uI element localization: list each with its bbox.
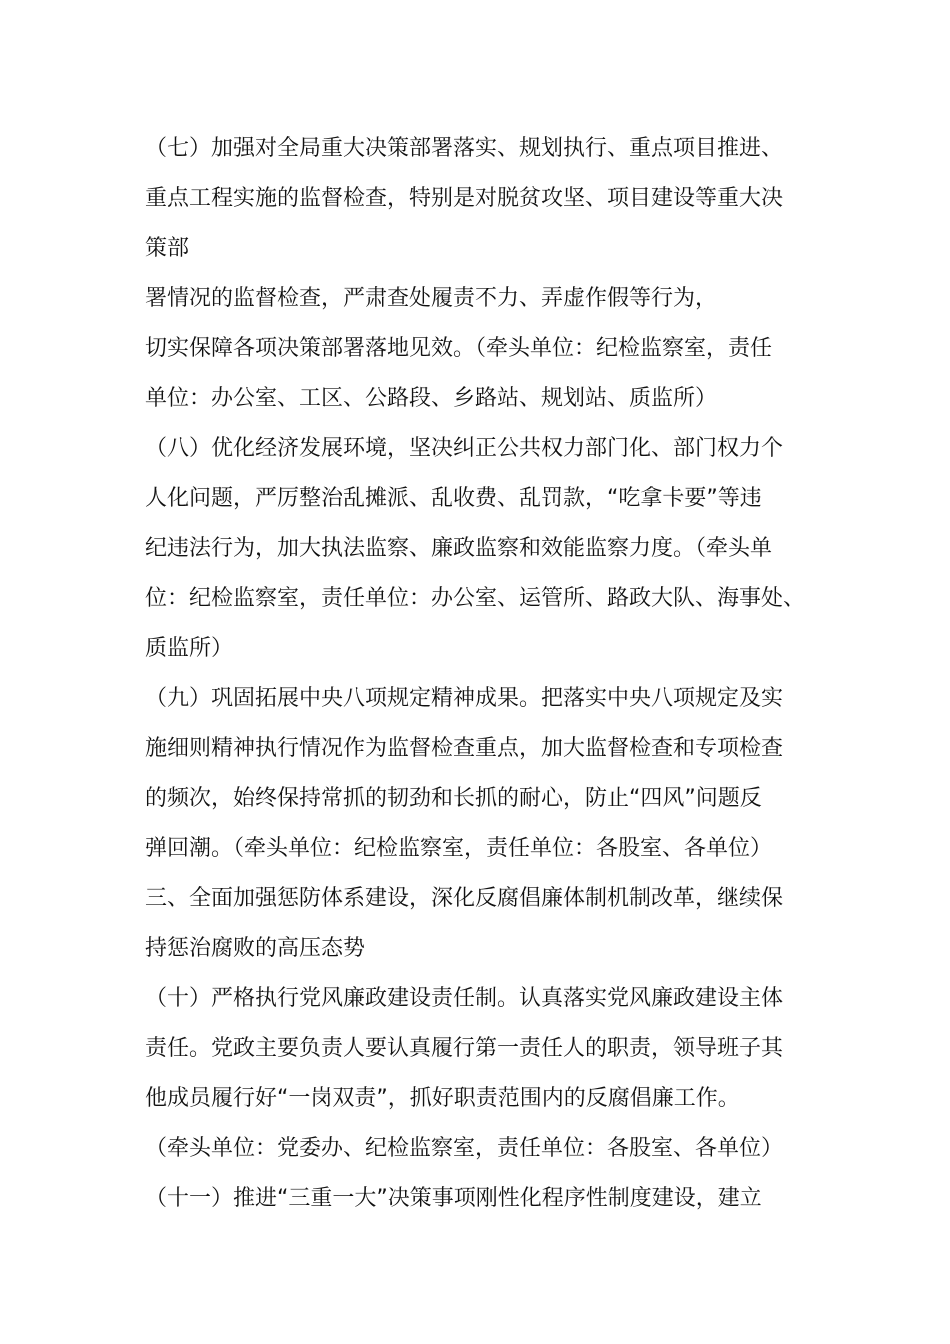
text-line: 他成员履行好“一岗双责”，抓好职责范围内的反腐倡廉工作。 xyxy=(145,1086,740,1111)
text-line: 弹回潮。（牵头单位：纪检监察室，责任单位：各股室、各单位） xyxy=(145,836,773,861)
text-line: （七）加强对全局重大决策部署落实、规划执行、重点项目推进、 xyxy=(145,136,784,161)
text-line: 质监所） xyxy=(145,636,234,661)
text-line: 持惩治腐败的高压态势 xyxy=(145,936,366,961)
text-line: 单位：办公室、工区、公路段、乡路站、规划站、质监所） xyxy=(145,386,718,411)
text-line: 施细则精神执行情况作为监督检查重点，加大监督检查和专项检查 xyxy=(145,736,784,761)
text-line: 责任。党政主要负责人要认真履行第一责任人的职责，领导班子其 xyxy=(145,1036,784,1061)
text-line: 位：纪检监察室，责任单位：办公室、运管所、路政大队、海事处、 xyxy=(145,586,806,611)
text-line: （九）巩固拓展中央八项规定精神成果。把落实中央八项规定及实 xyxy=(145,686,784,711)
text-line: 切实保障各项决策部署落地见效。（牵头单位：纪检监察室，责任 xyxy=(145,336,773,361)
text-line: （十一）推进“三重一大”决策事项刚性化程序性制度建设，建立 xyxy=(145,1186,762,1211)
text-line: 人化问题，严厉整治乱摊派、乱收费、乱罚款，“吃拿卡要”等违 xyxy=(145,486,762,511)
text-line: 的频次，始终保持常抓的韧劲和长抓的耐心，防止“四风”问题反 xyxy=(145,786,762,811)
text-line: （牵头单位：党委办、纪检监察室，责任单位：各股室、各单位） xyxy=(145,1136,784,1161)
text-line: 署情况的监督检查，严肃查处履责不力、弄虚作假等行为， xyxy=(145,286,718,311)
text-line: 重点工程实施的监督检查，特别是对脱贫攻坚、项目建设等重大决 xyxy=(145,186,784,211)
text-line: 三、全面加强惩防体系建设，深化反腐倡廉体制机制改革，继续保 xyxy=(145,886,784,911)
text-line: 策部 xyxy=(145,236,190,261)
text-line: （十）严格执行党风廉政建设责任制。认真落实党风廉政建设主体 xyxy=(145,986,784,1011)
text-line: 纪违法行为，加大执法监察、廉政监察和效能监察力度。（牵头单 xyxy=(145,536,773,561)
text-line: （八）优化经济发展环境，坚决纠正公共权力部门化、部门权力个 xyxy=(145,436,784,461)
